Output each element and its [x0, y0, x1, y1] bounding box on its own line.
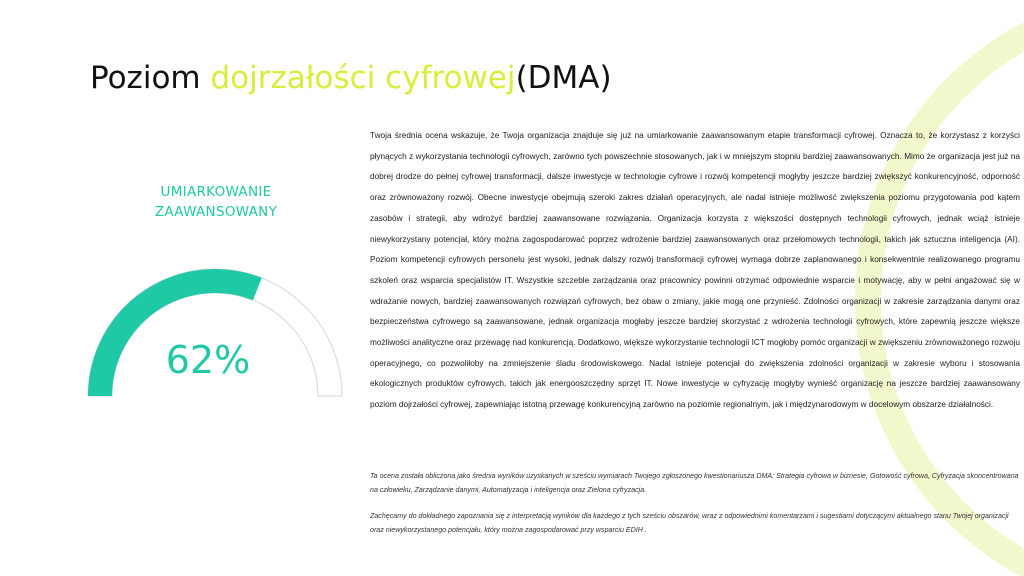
page-title	[90, 58, 612, 98]
assessment-description: Twoja średnia ocena wskazuje, że Twoja organizacja znajduje się już na umiarkowanie zaawansowanym etapie transformacji cyfrowej. Oznacza to, że korzystasz z korzyści płynących z wykorzystania technologii cyfrowych, zarówno tych powszechnie stosowanych, jak i w mniejszym stopniu bardziej zaawansowanych. Mimo że organizacja jest już na dobrej drodze do pełnej cyfrowej transformacji, dalsze inwestycje w technologie cyfrowe i rozwój kompetencji mogłyby jeszcze bardziej zwiększyć konkurencyjność, odporność oraz zrównoważony rozwój. Obecne inwestycje obejmują szeroki zakres działań operacyjnych, ale nadal istnieje możliwość zwiększenia poziomu przygotowania pod kątem zasobów i strategii, aby wdrożyć bardziej zaawansowane rozwiązania. Organizacja korzysta z większości dostępnych technologii cyfrowych, jednak wciąż istnieje niewykorzystany potencjał, który można zagospodarować poprzez wdrożenie bardziej zaawansowanych oraz przełomowych technologii, takich jak sztuczna inteligencja (AI). Poziom kompetencji cyfrowych personelu jest wysoki, jednak dalszy rozwój transformacji cyfrowej wymaga dobrze zaplanowanego i konsekwentnie realizowanego programu szkoleń oraz wsparcia specjalistów IT. Wszystkie szczeble zarządzania oraz pracownicy powinni otrzymać odpowiednie wsparcie i motywację, aby w pełni angażować się w wdrażanie nowych, bardziej zaawansowanych rozwiązań cyfrowych, bez obaw o zmiany, jakie mogą one przynieść. Zdolności organizacji w zakresie zarządzania danymi oraz bezpieczeństwa cyfrowego są zaawansowane, jednak organizacja mogłaby jeszcze bardziej skorzystać z wdrożenia technologii cyfrowych, które zapewnią jeszcze większe możliwości analityczne oraz przewagę nad konkurencją. Dodatkowo, większe wykorzystanie technologii ICT mogłoby pomóc organizacji w zwiększeniu zrównoważonego rozwoju operacyjnego, co pozwoliłoby na zmniejszenie śladu środowiskowego. Nadal istnieje potencjał do zwiększenia zdolności organizacji w zakresie wyboru i stosowania ekologicznych produktów cyfrowych, takich jak energooszczędny sprzęt IT. Nowe inwestycje w cyfryzację mogłyby wynieść organizację na jeszcze bardziej zaawansowany poziom dojrzałości cyfrowej, zapewniając istotną przewagę konkurencyjną zarówno na poziomie regionalnym, jak i międzynarodowym w docelowym obszarze działalności.	[370, 131, 1020, 410]
title-prefix: Poziom	[90, 60, 211, 96]
title-highlight: dojrzałości cyfrowej	[210, 60, 516, 96]
maturity-level-line-2: ZAAWANSOWANY	[154, 204, 278, 220]
maturity-level-label	[106, 182, 326, 222]
footnote-calculation: Ta ocena została obliczona jako średnia wyników uzyskanych w sześciu wymiarach Twojego zgłoszonego kwestionariusza DMA: Strategia cyfrowa w biznesie, Gotowość cyfrowa, Cyfryzacja skoncentrowana na człowieku, Zarządzanie danymi, Automatyzacja i inteligencja oraz Zielona cyfryzacja.	[370, 472, 1019, 494]
title-suffix: (DMA)	[515, 60, 612, 96]
maturity-percent: 62%	[165, 338, 251, 382]
footnote-encouragement: Zachęcamy do dokładnego zapoznania się z interpretacją wyników dla każdego z tych sześciu obszarów, wraz z odpowiednimi komentarzami i sugestiami dotyczącymi aktualnego stanu Twojej organizacji oraz niewykorzystanego potencjału, który można zagospodarować przy wsparciu EDIH .	[370, 512, 1009, 534]
maturity-level-line-1: UMIARKOWANIE	[160, 184, 272, 200]
